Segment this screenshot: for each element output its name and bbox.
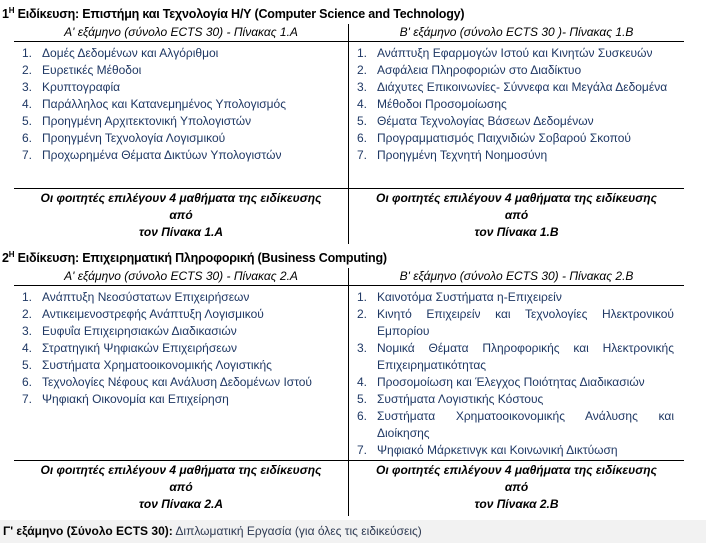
section-1-column-b-course-list <box>349 42 684 188</box>
course-item <box>20 113 338 130</box>
section-2-column-a <box>14 268 349 516</box>
course-number: 6. <box>357 409 368 424</box>
third-semester-description: Διπλωματική Εργασία (για όλες τις ειδικεύσεις) <box>172 524 422 539</box>
course-number: 3. <box>22 324 33 339</box>
note-line-1: Οι φοιτητές επιλέγουν 4 μαθήματα της ειδίκευσης από <box>40 463 322 495</box>
course-title: Τεχνολογίες Νέφους και Ανάλυση Δεδομένων Ιστού <box>42 375 312 390</box>
course-number: 2. <box>22 307 33 322</box>
section-2-table <box>14 268 684 516</box>
note-line-1: Οι φοιτητές επιλέγουν 4 μαθήματα της ειδίκευσης από <box>40 191 322 223</box>
course-number: 4. <box>22 97 33 112</box>
course-title: Ευρετικές Μέθοδοι <box>42 63 142 78</box>
note-line-2: τον Πίνακα 1.Β <box>474 225 559 240</box>
course-item <box>20 391 338 408</box>
course-number: 7. <box>22 148 33 163</box>
course-item <box>20 79 338 96</box>
course-title: Προχωρημένα Θέματα Δικτύων Υπολογιστών <box>42 148 282 163</box>
course-title: Στρατηγική Ψηφιακών Επιχειρήσεων <box>42 341 237 356</box>
third-semester-row <box>0 520 706 543</box>
course-item <box>20 374 338 391</box>
course-item <box>355 79 674 96</box>
course-title: Συστήματα Χρηματοοικονομικής Ανάλυσης και Διοίκησης <box>377 409 674 441</box>
course-item <box>20 147 338 164</box>
course-title: Προσομοίωση και Έλεγχος Ποιότητας Διαδικασιών <box>377 375 645 390</box>
course-item <box>355 96 674 113</box>
course-number: 3. <box>357 341 368 356</box>
course-item <box>355 442 674 459</box>
course-number: 7. <box>22 392 33 407</box>
course-title: Κρυπτογραφία <box>42 80 121 95</box>
section-1-column-a-note <box>14 188 348 244</box>
course-item <box>20 130 338 147</box>
course-item <box>355 391 674 408</box>
course-item <box>20 340 338 357</box>
course-number: 2. <box>357 307 368 322</box>
course-title: Καινοτόμα Συστήματα η-Επιχειρείν <box>377 290 562 305</box>
section-1-column-b-header: Β' εξάμηνο (σύνολο ECTS 30 )- Πίνακας 1.Β <box>349 24 684 42</box>
course-title: Αντικειμενοστρεφής Ανάπτυξη Λογισμικού <box>42 307 264 322</box>
course-item <box>355 306 674 340</box>
specialization-section-2 <box>0 244 706 516</box>
section-2-column-a-course-list <box>14 286 348 460</box>
course-number: 5. <box>357 114 368 129</box>
course-title: Ασφάλεια Πληροφοριών στο Διαδίκτυο <box>377 63 582 78</box>
course-number: 1. <box>357 290 368 305</box>
section-1-column-a-header: Α' εξάμηνο (σύνολο ECTS 30) - Πίνακας 1.Α <box>14 24 348 42</box>
course-title: Παράλληλος και Κατανεμημένος Υπολογισμός <box>42 97 287 112</box>
section-1-title-number: 1 <box>2 7 9 22</box>
course-item <box>20 62 338 79</box>
course-number: 3. <box>22 80 33 95</box>
course-item <box>355 408 674 442</box>
note-line-2: τον Πίνακα 2.Β <box>474 497 559 512</box>
course-item <box>20 357 338 374</box>
section-1-title-superscript: Η <box>8 6 15 15</box>
section-1-title-text: Ειδίκευση: Επιστήμη και Τεχνολογία Η/Υ (Computer Science and Technology) <box>14 7 465 22</box>
section-2-column-a-note <box>14 460 348 516</box>
course-item <box>355 45 674 62</box>
course-number: 7. <box>357 148 368 163</box>
course-number: 6. <box>22 375 33 390</box>
course-number: 5. <box>22 114 33 129</box>
course-item <box>355 147 674 164</box>
section-1-column-b <box>349 24 684 244</box>
course-title: Ανάπτυξη Νεοσύστατων Επιχειρήσεων <box>42 290 250 305</box>
specialization-section-1 <box>0 0 706 244</box>
section-2-column-a-header: Α' εξάμηνο (σύνολο ECTS 30) - Πίνακας 2.Α <box>14 268 348 286</box>
course-title: Συστήματα Λογιστικής Κόστους <box>377 392 544 407</box>
course-number: 3. <box>357 80 368 95</box>
section-2-title-superscript: Η <box>8 250 15 260</box>
course-item <box>20 306 338 323</box>
course-title: Διάχυτες Επικοινωνίες- Σύννεφα και Μεγάλα Δεδομένα <box>377 80 668 95</box>
course-item <box>355 130 674 147</box>
course-title: Θέματα Τεχνολογίας Βάσεων Δεδομένων <box>377 114 594 129</box>
section-2-column-b-note <box>349 460 684 516</box>
section-2-column-b <box>349 268 684 516</box>
course-item <box>355 62 674 79</box>
section-1-column-b-note <box>349 188 684 244</box>
course-number: 2. <box>22 63 33 78</box>
course-title: Μέθοδοι Προσομοίωσης <box>377 97 507 112</box>
course-title: Προγραμματισμός Παιχνιδιών Σοβαρού Σκοπού <box>377 131 631 146</box>
section-2-title-text: Ειδίκευση: Επιχειρηματική Πληροφορική (Business Computing) <box>14 251 387 266</box>
course-title: Νομικά Θέματα Πληροφορικής και Ηλεκτρονικής Επιχειρηματικότητας <box>377 341 674 373</box>
course-number: 1. <box>22 290 33 305</box>
course-number: 2. <box>357 63 368 78</box>
note-line-1: Οι φοιτητές επιλέγουν 4 μαθήματα της ειδίκευσης από <box>376 463 657 495</box>
course-title: Κινητό Επιχειρείν και Τεχνολογίες Ηλεκτρονικού Εμπορίου <box>377 307 674 339</box>
course-number: 1. <box>357 46 368 61</box>
course-number: 6. <box>22 131 33 146</box>
course-number: 4. <box>357 97 368 112</box>
course-item <box>20 96 338 113</box>
note-line-1: Οι φοιτητές επιλέγουν 4 μαθήματα της ειδίκευσης από <box>376 191 657 223</box>
course-title: Ανάπτυξη Εφαρμογών Ιστού και Κινητών Συσκευών <box>377 46 653 61</box>
course-number: 7. <box>357 443 368 458</box>
section-1-column-a-course-list <box>14 42 348 188</box>
section-2-title <box>0 244 706 268</box>
course-item <box>20 289 338 306</box>
course-title: Ψηφιακό Μάρκετινγκ και Κοινωνική Δικτύωση <box>377 443 618 458</box>
course-item <box>20 323 338 340</box>
course-item <box>355 113 674 130</box>
course-title: Ευφυΐα Επιχειρησιακών Διαδικασιών <box>42 324 237 339</box>
third-semester-label: Γ' εξάμηνο (Σύνολο ECTS 30): <box>3 524 173 539</box>
course-title: Προηγμένη Αρχιτεκτονική Υπολογιστών <box>42 114 252 129</box>
course-title: Προηγμένη Τεχνητή Νοημοσύνη <box>377 148 548 163</box>
course-number: 5. <box>357 392 368 407</box>
section-1-title <box>0 0 706 24</box>
section-2-title-number: 2 <box>2 251 9 266</box>
course-title: Δομές Δεδομένων και Αλγόριθμοι <box>42 46 219 61</box>
course-title: Ψηφιακή Οικονομία και Επιχείρηση <box>42 392 229 407</box>
course-title: Συστήματα Χρηματοοικονομικής Λογιστικής <box>42 358 272 373</box>
section-2-column-b-header: Β' εξάμηνο (σύνολο ECTS 30) - Πίνακας 2.Β <box>349 268 684 286</box>
note-line-2: τον Πίνακα 2.Α <box>138 497 224 512</box>
course-item <box>355 289 674 306</box>
section-1-table <box>14 24 684 244</box>
section-1-column-a <box>14 24 349 244</box>
course-item <box>355 374 674 391</box>
note-line-2: τον Πίνακα 1.Α <box>138 225 224 240</box>
course-title: Προηγμένη Τεχνολογία Λογισμικού <box>42 131 226 146</box>
course-number: 1. <box>22 46 33 61</box>
course-number: 5. <box>22 358 33 373</box>
course-number: 4. <box>357 375 368 390</box>
course-number: 6. <box>357 131 368 146</box>
course-number: 4. <box>22 341 33 356</box>
section-2-column-b-course-list <box>349 286 684 460</box>
course-item <box>20 45 338 62</box>
course-item <box>355 340 674 374</box>
